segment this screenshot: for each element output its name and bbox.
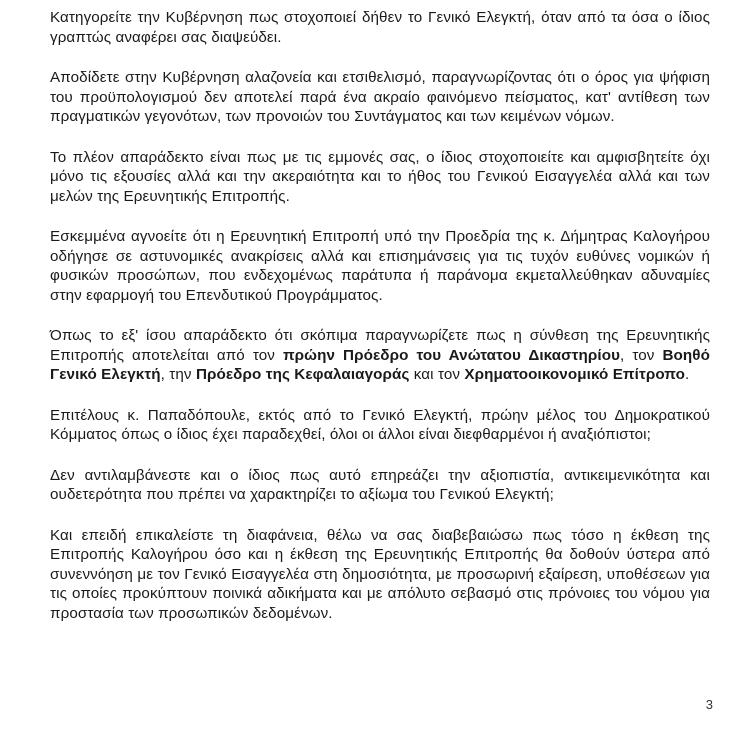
paragraph (50, 406, 710, 445)
document-body (50, 8, 710, 644)
bold-text-segment: Βοηθό Γενικό Ελεγκτή (50, 346, 710, 383)
text-segment: Δεν αντιλαμβάνεστε και ο ίδιος πως αυτό επηρεάζει την αξιοπιστία, αντικειμενικότητα και ουδετερότητα που πρέπει να χαρακτηρίζει το αξίωμα του Γενικού Ελεγκτή; (50, 466, 710, 503)
bold-text-segment: Χρηματοοικονομικό Επίτροπο (464, 366, 685, 383)
text-segment: Αποδίδετε στην Κυβέρνηση αλαζονεία και ετσιθελισμό, παραγνωρίζοντας ότι ο όρος για ψήφιση του προϋπολογισμού δεν αποτελεί παρά ένα ακραίο φαινόμενο πείσματος, κατ' αντίθεση των πραγματικών γεγονότων, των προνοιών του Συντάγματος και των κειμένων νόμων. (50, 69, 710, 125)
text-segment: και τον (409, 366, 465, 383)
text-segment: Και επειδή επικαλείστε τη διαφάνεια, θέλω να σας διαβεβαιώσω πως τόσο η έκθεση της Επιτροπής Καλογήρου όσο και η έκθεση της Ερευνητικής Επιτροπής θα δοθούν ύστερα από συνεννόηση με τον Γενικό Εισαγγελέα στη δημοσιότητα, με προσωρινή εξαίρεση, υποθέσεων για τις οποίες προκύπτουν ποινικά αδικήματα και με απόλυτο σεβασμό στις πρόνοιες του νόμου για προστασία των προσωπικών δεδομένων. (50, 526, 710, 622)
paragraph (50, 526, 710, 624)
paragraph (50, 326, 710, 385)
text-segment: , τον (620, 346, 663, 364)
text-segment: Κατηγορείτε την Κυβέρνηση πως στοχοποιεί δήθεν το Γενικό Ελεγκτή, όταν από τα όσα ο ίδιος γραπτώς αναφέρει σας διαψεύδει. (50, 9, 710, 46)
paragraph (50, 68, 710, 127)
text-segment: Εσκεμμένα αγνοείτε ότι η Ερευνητική Επιτροπή υπό την Προεδρία της κ. Δήμητρας Καλογήρου οδήγησε σε αστυνομικές ανακρίσεις αλλά και επισημάνσεις για τις τυχόν ευθύνες νομικών ή φυσικών προσώπων, που ενδεχομένως παράτυπα ή παράνομα εκμεταλλεύθηκαν αδυναμίες στην εφαρμογή του Επενδυτικού Προγράμματος. (50, 228, 710, 304)
text-segment: Όπως το εξ' ίσου απαράδεκτο ότι σκόπιμα παραγνωρίζετε πως η σύνθεση της Ερευνητικής Επιτροπής αποτελείται από τον (50, 327, 710, 364)
text-segment: , την (160, 366, 196, 383)
paragraph (50, 227, 710, 305)
paragraph (50, 466, 710, 505)
text-segment: Επιτέλους κ. Παπαδόπουλε, εκτός από το Γενικό Ελεγκτή, πρώην μέλος του Δημοκρατικού Κόμματος όπως ο ίδιος έχει παραδεχθεί, όλοι οι άλλοι είναι διεφθαρμένοι ή αναξιόπιστοι; (50, 406, 710, 443)
text-segment: . (685, 366, 690, 383)
paragraph (50, 148, 710, 207)
paragraph (50, 8, 710, 47)
bold-text-segment: Πρόεδρο της Κεφαλαιαγοράς (195, 366, 410, 383)
bold-text-segment: πρώην Πρόεδρο του Ανώτατου Δικαστηρίου (282, 346, 621, 364)
text-segment: Το πλέον απαράδεκτο είναι πως με τις εμμονές σας, ο ίδιος στοχοποιείτε και αμφισβητείτε όχι μόνο τις εξουσίες αλλά και την ακεραιότητα και το ήθος του Γενικού Εισαγγελέα αλλά και των μελών της Ερευνητικής Επιτροπής. (50, 148, 710, 205)
page-number: 3 (705, 697, 713, 712)
